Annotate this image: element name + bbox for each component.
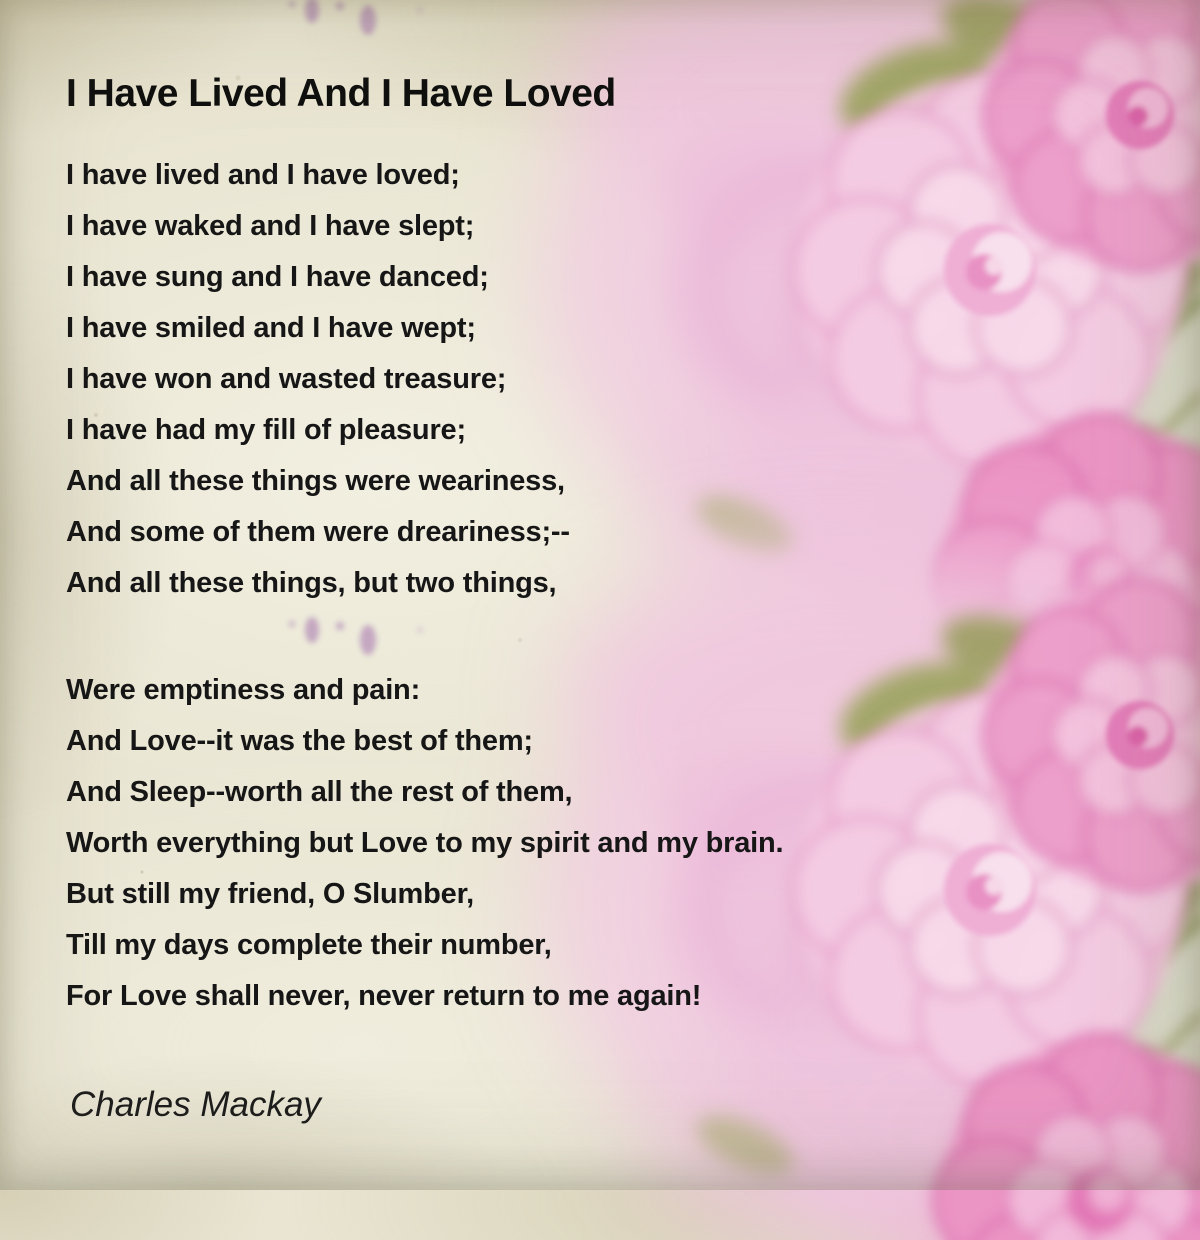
poem-title: I Have Lived And I Have Loved xyxy=(66,72,616,116)
poem-line: And Love--it was the best of them; xyxy=(66,725,533,757)
poem-line: Till my days complete their number, xyxy=(66,929,552,961)
poem-stanza-2 xyxy=(66,665,1146,1022)
poem-line: I have sung and I have danced; xyxy=(66,261,489,293)
poem-line: But still my friend, O Slumber, xyxy=(66,878,474,910)
poem-author: Charles Mackay xyxy=(70,1085,321,1124)
poem-stanza-1 xyxy=(66,150,1146,609)
poem-line: And some of them were dreariness;-- xyxy=(66,516,570,548)
poem-line: I have won and wasted treasure; xyxy=(66,363,507,395)
poem-line: I have smiled and I have wept; xyxy=(66,312,476,344)
poem-line: I have had my fill of pleasure; xyxy=(66,414,466,446)
poem-line: For Love shall never, never return to me again! xyxy=(66,980,702,1012)
poem-line: And all these things, but two things, xyxy=(66,567,557,599)
poem-line: And all these things were weariness, xyxy=(66,465,565,497)
poem-line: I have waked and I have slept; xyxy=(66,210,475,242)
poem-line: And Sleep--worth all the rest of them, xyxy=(66,776,573,808)
poem-line: Worth everything but Love to my spirit and my brain. xyxy=(66,827,784,859)
poem-line: I have lived and I have loved; xyxy=(66,159,460,191)
poem-line: Were emptiness and pain: xyxy=(66,674,421,706)
